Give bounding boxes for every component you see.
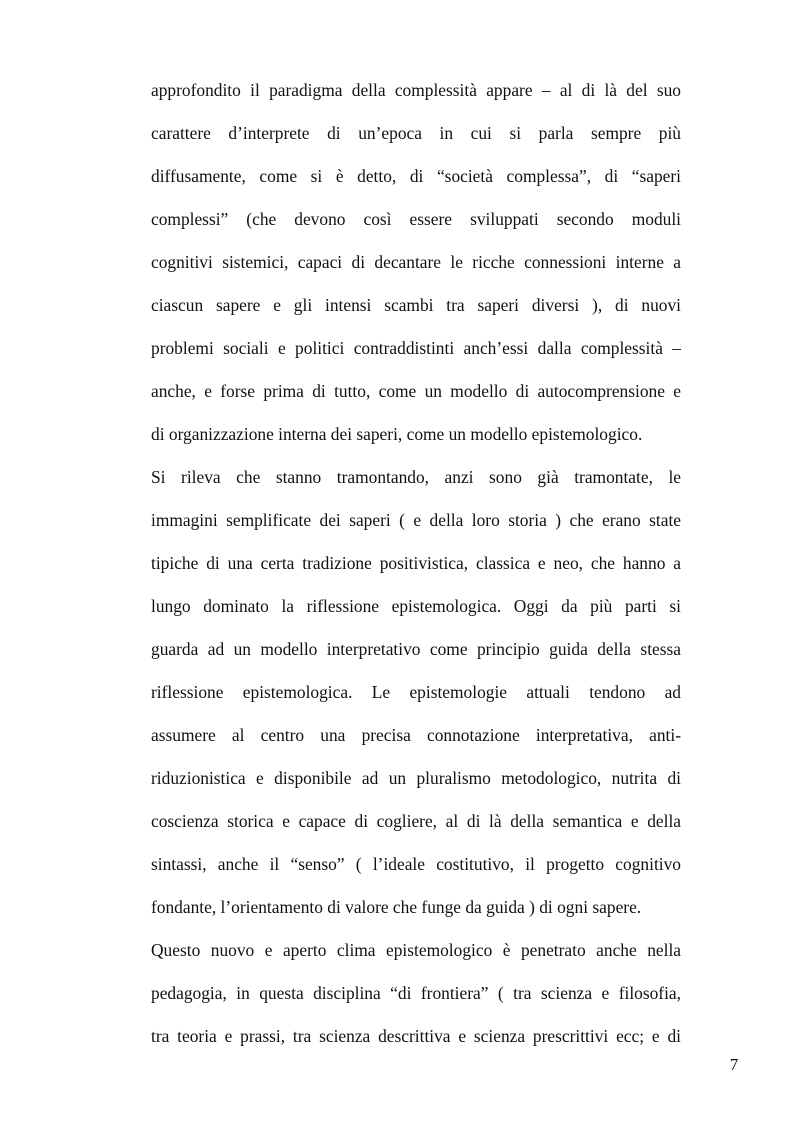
text-line: immagini semplificate dei saperi ( e della loro storia ) che erano state: [151, 510, 681, 530]
text-line: lungo dominato la riflessione epistemologica. Oggi da più parti si: [151, 596, 681, 616]
text-line: coscienza storica e capace di cogliere, al di là della semantica e della: [151, 811, 681, 831]
text-line: tra teoria e prassi, tra scienza descrittiva e scienza prescrittivi ecc; e di: [151, 1026, 681, 1046]
text-line: fondante, l’orientamento di valore che funge da guida ) di ogni sapere.: [151, 897, 642, 917]
text-line: cognitivi sistemici, capaci di decantare le ricche connessioni interne a: [151, 252, 681, 272]
text-line: carattere d’interprete di un’epoca in cui si parla sempre più: [151, 123, 681, 143]
text-line: complessi” (che devono così essere sviluppati secondo moduli: [151, 209, 681, 229]
text-line: di organizzazione interna dei saperi, come un modello epistemologico.: [151, 424, 643, 444]
text-line: tipiche di una certa tradizione positivistica, classica e neo, che hanno a: [151, 553, 681, 573]
text-line: Si rileva che stanno tramontando, anzi sono già tramontate, le: [151, 467, 681, 487]
text-line: pedagogia, in questa disciplina “di frontiera” ( tra scienza e filosofia,: [151, 983, 681, 1003]
text-line: sintassi, anche il “senso” ( l’ideale costitutivo, il progetto cognitivo: [151, 854, 681, 874]
text-line: assumere al centro una precisa connotazione interpretativa, anti-: [151, 725, 681, 745]
body-text: [151, 69, 681, 1058]
page-number: 7: [729, 1055, 739, 1074]
text-line: guarda ad un modello interpretativo come principio guida della stessa: [151, 639, 681, 659]
text-line: anche, e forse prima di tutto, come un modello di autocomprensione e: [151, 381, 681, 401]
text-line: riduzionistica e disponibile ad un pluralismo metodologico, nutrita di: [151, 768, 681, 788]
text-line: diffusamente, come si è detto, di “società complessa”, di “saperi: [151, 166, 681, 186]
text-line: approfondito il paradigma della complessità appare – al di là del suo: [151, 80, 681, 100]
text-line: problemi sociali e politici contraddistinti anch’essi dalla complessità –: [151, 338, 681, 358]
text-line: riflessione epistemologica. Le epistemologie attuali tendono ad: [151, 682, 681, 702]
text-line: ciascun sapere e gli intensi scambi tra saperi diversi ), di nuovi: [151, 295, 681, 315]
text-line: Questo nuovo e aperto clima epistemologico è penetrato anche nella: [151, 940, 681, 960]
